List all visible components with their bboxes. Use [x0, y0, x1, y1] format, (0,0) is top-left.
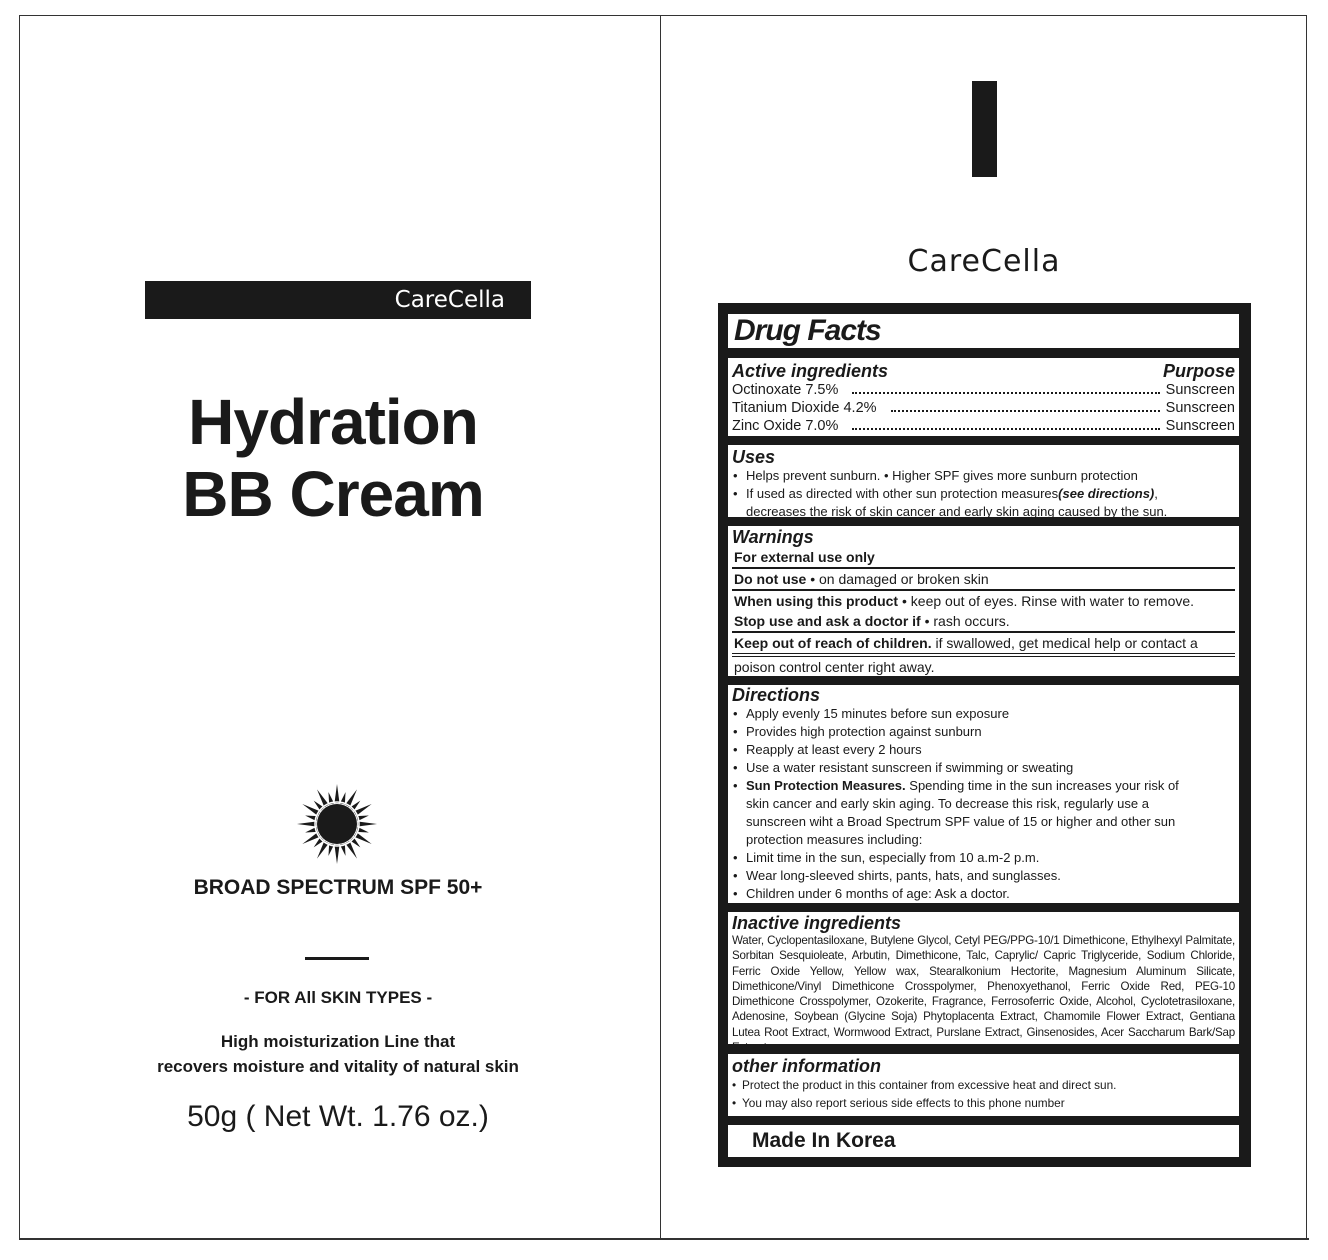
barcode-bar: [972, 81, 997, 177]
directions-item: • Children under 6 months of age: Ask a doctor.: [732, 885, 1235, 903]
uses-text: If used as directed with other sun protection measures: [746, 486, 1059, 501]
active-name: Titanium Dioxide 4.2%: [732, 400, 877, 416]
leader-dots: [891, 410, 1160, 412]
uses-comma: ,: [1154, 486, 1158, 501]
directions-item: • Wear long-sleeved shirts, pants, hats, and sunglasses.: [732, 867, 1235, 885]
active-ingredients-box: [728, 358, 1239, 436]
active-row: [732, 399, 1235, 417]
external-use: [732, 547, 1235, 569]
directions-item: • Limit time in the sun, especially from 10 a.m-2 p.m.: [732, 849, 1235, 867]
tagline-line-1: High moisturization Line that: [220, 1032, 456, 1051]
do-not-use: [732, 569, 1235, 591]
sun-icon: [295, 782, 379, 866]
sun-protection-continued: protection measures including:: [746, 832, 923, 847]
directions-item: • Provides high protection against sunburn: [732, 723, 1235, 741]
when-using-label: When using this product: [734, 593, 899, 609]
title-line-1: Hydration: [188, 386, 478, 458]
when-using: [732, 591, 1235, 611]
active-row: [732, 417, 1235, 435]
sun-ray: [358, 821, 377, 826]
uses-item: [732, 485, 1235, 503]
made-in-box: [728, 1125, 1239, 1157]
keep-out-of-reach: [732, 633, 1235, 657]
sun-protection-continued: skin cancer and early skin aging. To decrease this risk, regularly use a: [746, 796, 1149, 811]
active-purpose: Sunscreen: [1165, 418, 1235, 434]
inactive-list: Water, Cyclopentasiloxane, Butylene Glycol, Cetyl PEG/PPG-10/1 Dimethicone, Ethylhexyl Palmitate, Sorbitan Sesquioleate, Arbutin, Dimethicone, Talc, Caprylic/ Capric Triglyceride, Sodium Chloride, Ferric Oxide Yellow, Yellow wax, Stearalkonium Hectorite, Magnesium Aluminum Silicate, Dimethicone/Vinyl Dimethicone Crosspolymer, Phenoxyethanol, Ferric Oxide Red, PEG-10 Dimethicone Crosspolymer, Ozokerite, Fragrance, Ferrosoferric Oxide, Alcohol, Cyclotetrasiloxane, Adenosine, Soybean (Glycine Soja) Phytoplacenta Extract, Chamomile Flower Extract, Gentiana Lutea Root Extract, Wormwood Extract, Purslane Extract, Ginsenosides, Acer Saccharum Bark/Sap Extract: [732, 934, 1235, 1055]
keep-out-continued: poison control center right away.: [734, 659, 935, 675]
warnings-heading: Warnings: [732, 527, 814, 547]
do-not-use-label: Do not use: [734, 571, 807, 587]
stop-use-text: • rash occurs.: [920, 613, 1010, 629]
uses-heading: Uses: [732, 447, 776, 467]
inactive-ingredients-box: [728, 912, 1239, 1055]
other-heading: other information: [732, 1056, 881, 1076]
sun-ray: [297, 821, 316, 826]
purpose-heading: Purpose: [1162, 361, 1235, 381]
other-information-box: [728, 1054, 1239, 1116]
warnings-box: [728, 526, 1239, 676]
active-heading: Active ingredients: [732, 361, 889, 381]
sun-protection-label: Sun Protection Measures.: [746, 778, 906, 793]
product-title: [150, 386, 516, 530]
drug-facts-panel: [718, 303, 1251, 1167]
active-name: Zinc Oxide 7.0%: [732, 418, 839, 434]
made-in: Made In Korea: [752, 1129, 896, 1152]
keep-out-text: if swallowed, get medical help or contact a: [931, 635, 1198, 651]
uses-item: • Helps prevent sunburn. • Higher SPF gives more sunburn protection: [732, 467, 1235, 485]
active-name: Octinoxate 7.5%: [732, 382, 839, 398]
active-purpose: Sunscreen: [1165, 382, 1235, 398]
tagline-line-2: recovers moisture and vitality of natural skin: [157, 1057, 519, 1076]
brand-name: CareCella: [907, 244, 1061, 279]
other-item: • Protect the product in this container from excessive heat and direct sun.: [732, 1076, 1235, 1094]
directions-item: • Reapply at least every 2 hours: [732, 741, 1235, 759]
sun-protection-continued: sunscreen wiht a Broad Spectrum SPF value of 15 or higher and other sun: [746, 814, 1176, 829]
leader-dots: [852, 392, 1159, 394]
skin-types: - FOR All SKIN TYPES -: [243, 988, 433, 1007]
tagline: [130, 1029, 546, 1079]
bottom-rule: [19, 1238, 1309, 1240]
title-line-2: BB Cream: [182, 458, 484, 530]
keep-out-label: Keep out of reach of children.: [734, 635, 932, 651]
net-weight: 50g ( Net Wt. 1.76 oz.): [187, 1100, 489, 1133]
inactive-heading: Inactive ingredients: [732, 913, 902, 933]
directions-box: [728, 685, 1239, 903]
brand-bar: CareCella: [145, 281, 531, 319]
sun-ray: [334, 784, 339, 803]
spf-label: BROAD SPECTRUM SPF 50+: [193, 876, 483, 899]
uses-box: [728, 445, 1239, 517]
uses-item-continued: decreases the risk of skin cancer and early skin aging caused by the sun.: [746, 504, 1168, 519]
directions-heading: Directions: [732, 685, 821, 705]
directions-item: • Use a water resistant sunscreen if swimming or sweating: [732, 759, 1235, 777]
active-purpose: Sunscreen: [1165, 400, 1235, 416]
see-directions: (see directions): [1058, 486, 1155, 501]
do-not-use-text: • on damaged or broken skin: [806, 571, 989, 587]
stop-use-label: Stop use and ask a doctor if: [734, 613, 921, 629]
panel-divider: [660, 15, 661, 1239]
external-use-label: For external use only: [734, 549, 875, 565]
drug-facts-title-box: [728, 314, 1239, 348]
sun-ray: [334, 845, 339, 864]
directions-item: • Apply evenly 15 minutes before sun exposure: [732, 705, 1235, 723]
when-using-text: • keep out of eyes. Rinse with water to remove.: [898, 593, 1195, 609]
short-rule: [305, 957, 369, 960]
sun-protection-text: Spending time in the sun increases your risk of: [905, 778, 1179, 793]
leader-dots: [852, 428, 1159, 430]
sun-protection-item: [732, 777, 1235, 795]
drug-facts-title: Drug Facts: [734, 314, 881, 347]
active-row: [732, 381, 1235, 399]
sun-core: [317, 804, 357, 844]
stop-use: [732, 611, 1235, 633]
other-item: • You may also report serious side effects to this phone number: [732, 1094, 1235, 1112]
